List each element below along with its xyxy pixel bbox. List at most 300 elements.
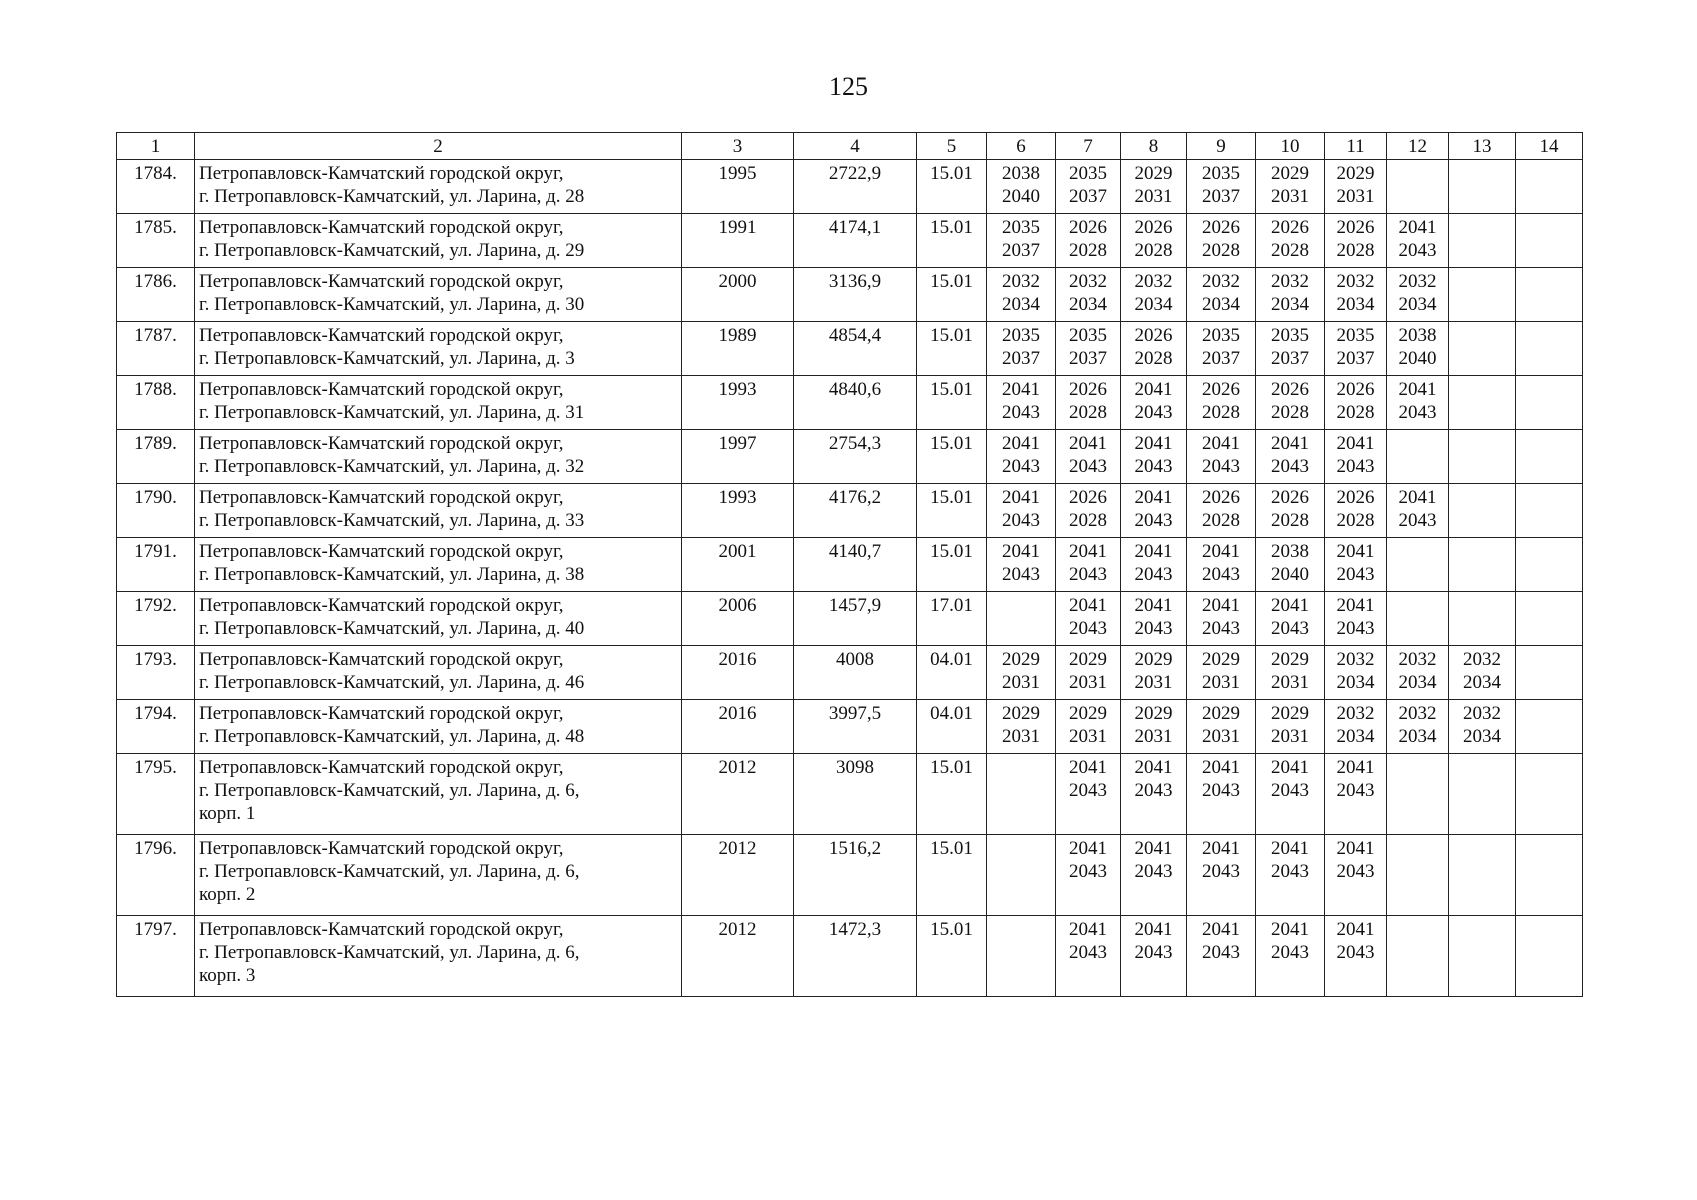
year-range-cell	[1187, 916, 1256, 997]
year-start: 2032	[1398, 271, 1437, 292]
row-number-cell: 1794.	[117, 700, 195, 754]
year-start: 2032	[1463, 703, 1501, 724]
year-end: 2031	[1134, 672, 1173, 693]
row-number-cell: 1789.	[117, 430, 195, 484]
year-end: 2028	[1069, 510, 1107, 531]
year-range-cell	[1121, 538, 1187, 592]
year-start: 2041	[1002, 433, 1040, 454]
year-range-cell	[1121, 214, 1187, 268]
year-built-cell: 1995	[682, 160, 794, 214]
year-range-cell	[1449, 160, 1516, 214]
year-range-cell	[1449, 538, 1516, 592]
year-range-cell	[987, 754, 1056, 835]
year-end: 2037	[1271, 348, 1309, 369]
address-line: г. Петропавловск-Камчатский, ул. Ларина, д. 6,	[199, 861, 580, 882]
year-end: 2037	[1202, 186, 1240, 207]
year-range-cell	[1187, 754, 1256, 835]
year-start: 2032	[1069, 271, 1107, 292]
address-line: г. Петропавловск-Камчатский, ул. Ларина, д. 6,	[199, 780, 580, 801]
year-start: 2041	[1002, 487, 1040, 508]
year-range-cell	[1325, 268, 1387, 322]
year-range-cell	[987, 376, 1056, 430]
year-end: 2034	[1202, 294, 1240, 315]
year-range-cell	[987, 646, 1056, 700]
year-end: 2043	[1202, 564, 1240, 585]
year-range-cell	[1387, 214, 1449, 268]
year-end: 2043	[1271, 780, 1309, 801]
year-start: 2041	[1202, 433, 1240, 454]
year-range-cell	[1056, 835, 1121, 916]
area-cell: 1516,2	[794, 835, 917, 916]
address-line: г. Петропавловск-Камчатский, ул. Ларина, д. 30	[199, 294, 585, 315]
year-start: 2026	[1069, 487, 1107, 508]
area-cell: 4174,1	[794, 214, 917, 268]
year-range-cell	[1121, 322, 1187, 376]
code-cell: 15.01	[917, 484, 987, 538]
year-end: 2043	[1336, 861, 1375, 882]
year-start: 2038	[1271, 541, 1309, 562]
year-built-cell: 1997	[682, 430, 794, 484]
year-built-cell: 2012	[682, 754, 794, 835]
address-cell	[195, 700, 682, 754]
year-end: 2037	[1069, 186, 1107, 207]
table-row	[117, 268, 1583, 322]
address-line: корп. 2	[199, 884, 256, 905]
year-built-cell: 1989	[682, 322, 794, 376]
year-start: 2035	[1002, 325, 1040, 346]
year-range-cell	[1256, 322, 1325, 376]
year-range-cell	[1056, 214, 1121, 268]
address-line: г. Петропавловск-Камчатский, ул. Ларина, д. 29	[199, 240, 585, 261]
year-range-cell	[1056, 754, 1121, 835]
year-range-cell	[1449, 835, 1516, 916]
year-start: 2041	[1134, 433, 1173, 454]
year-end: 2031	[1336, 186, 1375, 207]
year-range-cell	[1516, 484, 1583, 538]
year-end: 2043	[1002, 564, 1040, 585]
year-end: 2043	[1134, 456, 1173, 477]
year-range-cell	[1325, 430, 1387, 484]
column-header: 10	[1256, 133, 1325, 160]
year-range-cell	[1449, 592, 1516, 646]
year-start: 2029	[1069, 703, 1107, 724]
year-start: 2041	[1398, 217, 1437, 238]
year-end: 2043	[1398, 402, 1437, 423]
year-range-cell	[1256, 754, 1325, 835]
year-range-cell	[1325, 376, 1387, 430]
year-start: 2026	[1271, 217, 1309, 238]
year-range-cell	[1256, 430, 1325, 484]
year-range-cell	[1449, 430, 1516, 484]
column-header: 4	[794, 133, 917, 160]
year-end: 2043	[1202, 942, 1240, 963]
year-range-cell	[1187, 214, 1256, 268]
year-end: 2043	[1069, 618, 1107, 639]
table-row	[117, 754, 1583, 835]
year-end: 2040	[1271, 564, 1309, 585]
year-start: 2029	[1336, 163, 1375, 184]
year-end: 2028	[1069, 240, 1107, 261]
row-number-cell: 1784.	[117, 160, 195, 214]
year-start: 2041	[1336, 919, 1375, 940]
address-cell	[195, 754, 682, 835]
year-start: 2041	[1069, 919, 1107, 940]
year-end: 2043	[1336, 564, 1375, 585]
year-range-cell	[1325, 214, 1387, 268]
year-end: 2031	[1271, 726, 1309, 747]
address-cell	[195, 376, 682, 430]
year-end: 2037	[1336, 348, 1375, 369]
year-range-cell	[1187, 700, 1256, 754]
code-cell: 15.01	[917, 916, 987, 997]
year-range-cell	[1449, 268, 1516, 322]
year-range-cell	[1187, 322, 1256, 376]
address-cell	[195, 835, 682, 916]
year-range-cell	[1325, 700, 1387, 754]
row-number-cell: 1796.	[117, 835, 195, 916]
year-range-cell	[1449, 322, 1516, 376]
address-cell	[195, 646, 682, 700]
year-range-cell	[1516, 646, 1583, 700]
year-range-cell	[1056, 268, 1121, 322]
row-number-cell: 1795.	[117, 754, 195, 835]
table-row	[117, 484, 1583, 538]
area-cell: 4854,4	[794, 322, 917, 376]
year-range-cell	[1325, 322, 1387, 376]
year-start: 2041	[1134, 595, 1173, 616]
year-start: 2035	[1271, 325, 1309, 346]
address-line: г. Петропавловск-Камчатский, ул. Ларина, д. 38	[199, 564, 585, 585]
year-range-cell	[1056, 700, 1121, 754]
year-end: 2037	[1202, 348, 1240, 369]
year-end: 2043	[1271, 942, 1309, 963]
year-range-cell	[1187, 538, 1256, 592]
year-end: 2031	[1202, 672, 1240, 693]
year-range-cell	[1387, 376, 1449, 430]
year-range-cell	[1056, 322, 1121, 376]
year-range-cell	[1325, 538, 1387, 592]
row-number-cell: 1788.	[117, 376, 195, 430]
column-header: 12	[1387, 133, 1449, 160]
address-line: г. Петропавловск-Камчатский, ул. Ларина, д. 33	[199, 510, 585, 531]
address-cell	[195, 430, 682, 484]
year-end: 2034	[1002, 294, 1040, 315]
year-range-cell	[1121, 160, 1187, 214]
year-range-cell	[1516, 160, 1583, 214]
year-range-cell	[1516, 700, 1583, 754]
year-range-cell	[1187, 835, 1256, 916]
year-start: 2026	[1069, 217, 1107, 238]
year-end: 2043	[1134, 618, 1173, 639]
year-end: 2034	[1134, 294, 1173, 315]
year-range-cell	[1325, 484, 1387, 538]
year-start: 2026	[1202, 487, 1240, 508]
year-range-cell	[1449, 646, 1516, 700]
year-range-cell	[1449, 700, 1516, 754]
year-start: 2026	[1202, 379, 1240, 400]
address-line: Петропавловск-Камчатский городской округ,	[199, 595, 564, 616]
year-range-cell	[1256, 214, 1325, 268]
row-number-cell: 1791.	[117, 538, 195, 592]
year-start: 2041	[1202, 757, 1240, 778]
year-range-cell	[1516, 592, 1583, 646]
year-range-cell	[1256, 646, 1325, 700]
area-cell: 1457,9	[794, 592, 917, 646]
year-start: 2032	[1336, 703, 1375, 724]
year-end: 2028	[1271, 240, 1309, 261]
address-cell	[195, 484, 682, 538]
year-end: 2031	[1134, 186, 1173, 207]
address-line: г. Петропавловск-Камчатский, ул. Ларина, д. 40	[199, 618, 585, 639]
year-range-cell	[1449, 916, 1516, 997]
address-line: корп. 1	[199, 803, 256, 824]
year-start: 2038	[1002, 163, 1040, 184]
year-start: 2041	[1069, 433, 1107, 454]
year-start: 2029	[1202, 703, 1240, 724]
year-start: 2029	[1069, 649, 1107, 670]
year-range-cell	[1121, 700, 1187, 754]
year-start: 2026	[1336, 379, 1375, 400]
year-end: 2031	[1271, 672, 1309, 693]
year-end: 2037	[1002, 240, 1040, 261]
address-line: Петропавловск-Камчатский городской округ,	[199, 433, 564, 454]
year-end: 2043	[1069, 861, 1107, 882]
year-range-cell	[1256, 376, 1325, 430]
year-end: 2043	[1271, 456, 1309, 477]
address-line: Петропавловск-Камчатский городской округ,	[199, 217, 564, 238]
year-range-cell	[1056, 160, 1121, 214]
year-start: 2026	[1134, 217, 1173, 238]
year-end: 2043	[1336, 780, 1375, 801]
code-cell: 15.01	[917, 754, 987, 835]
year-range-cell	[1516, 754, 1583, 835]
address-cell	[195, 916, 682, 997]
year-end: 2028	[1336, 402, 1375, 423]
column-header: 13	[1449, 133, 1516, 160]
row-number-cell: 1785.	[117, 214, 195, 268]
year-start: 2041	[1134, 919, 1173, 940]
column-header: 14	[1516, 133, 1583, 160]
year-start: 2032	[1463, 649, 1501, 670]
year-end: 2043	[1134, 564, 1173, 585]
table-row	[117, 592, 1583, 646]
year-range-cell	[987, 835, 1056, 916]
year-start: 2041	[1336, 433, 1375, 454]
address-line: г. Петропавловск-Камчатский, ул. Ларина, д. 3	[199, 348, 575, 369]
year-built-cell: 2006	[682, 592, 794, 646]
code-cell: 04.01	[917, 700, 987, 754]
address-line: Петропавловск-Камчатский городской округ,	[199, 703, 564, 724]
address-line: Петропавловск-Камчатский городской округ,	[199, 271, 564, 292]
year-end: 2037	[1002, 348, 1040, 369]
year-range-cell	[1256, 484, 1325, 538]
year-range-cell	[1056, 484, 1121, 538]
code-cell: 15.01	[917, 538, 987, 592]
year-range-cell	[987, 538, 1056, 592]
year-range-cell	[1187, 430, 1256, 484]
year-range-cell	[987, 700, 1056, 754]
year-range-cell	[1387, 646, 1449, 700]
year-start: 2041	[1069, 757, 1107, 778]
year-range-cell	[1187, 484, 1256, 538]
year-range-cell	[1516, 376, 1583, 430]
year-range-cell	[1387, 268, 1449, 322]
year-range-cell	[1187, 592, 1256, 646]
year-range-cell	[1256, 916, 1325, 997]
year-end: 2028	[1069, 402, 1107, 423]
area-cell: 1472,3	[794, 916, 917, 997]
address-cell	[195, 592, 682, 646]
year-end: 2034	[1069, 294, 1107, 315]
year-start: 2026	[1271, 487, 1309, 508]
year-range-cell	[1325, 646, 1387, 700]
year-built-cell: 2016	[682, 700, 794, 754]
year-range-cell	[1387, 700, 1449, 754]
year-start: 2035	[1002, 217, 1040, 238]
year-end: 2043	[1002, 402, 1040, 423]
year-built-cell: 2012	[682, 916, 794, 997]
year-start: 2032	[1336, 271, 1375, 292]
year-start: 2041	[1336, 838, 1375, 859]
year-end: 2034	[1463, 726, 1501, 747]
year-end: 2031	[1002, 672, 1040, 693]
year-range-cell	[1516, 916, 1583, 997]
year-end: 2043	[1069, 780, 1107, 801]
year-start: 2026	[1336, 217, 1375, 238]
year-end: 2028	[1134, 240, 1173, 261]
address-cell	[195, 538, 682, 592]
year-range-cell	[1256, 592, 1325, 646]
code-cell: 04.01	[917, 646, 987, 700]
year-end: 2031	[1134, 726, 1173, 747]
year-range-cell	[1187, 646, 1256, 700]
address-cell	[195, 214, 682, 268]
column-header: 3	[682, 133, 794, 160]
address-line: Петропавловск-Камчатский городской округ,	[199, 541, 564, 562]
address-line: Петропавловск-Камчатский городской округ,	[199, 838, 564, 859]
year-end: 2034	[1463, 672, 1501, 693]
code-cell: 17.01	[917, 592, 987, 646]
year-range-cell	[1187, 268, 1256, 322]
year-range-cell	[1256, 538, 1325, 592]
year-range-cell	[1121, 484, 1187, 538]
year-end: 2040	[1002, 186, 1040, 207]
year-start: 2041	[1271, 595, 1309, 616]
year-start: 2041	[1002, 379, 1040, 400]
year-start: 2026	[1202, 217, 1240, 238]
year-end: 2043	[1002, 456, 1040, 477]
year-range-cell	[1325, 754, 1387, 835]
year-end: 2043	[1398, 240, 1437, 261]
year-built-cell: 1993	[682, 484, 794, 538]
area-cell: 4176,2	[794, 484, 917, 538]
year-end: 2034	[1336, 672, 1375, 693]
year-start: 2032	[1398, 649, 1437, 670]
year-end: 2028	[1202, 240, 1240, 261]
year-end: 2040	[1398, 348, 1437, 369]
year-range-cell	[1516, 268, 1583, 322]
year-start: 2041	[1202, 595, 1240, 616]
year-start: 2038	[1398, 325, 1437, 346]
year-range-cell	[1387, 835, 1449, 916]
header-row	[117, 133, 1583, 160]
table-row	[117, 430, 1583, 484]
year-start: 2041	[1336, 595, 1375, 616]
year-end: 2034	[1398, 726, 1437, 747]
year-range-cell	[987, 916, 1056, 997]
year-start: 2041	[1271, 838, 1309, 859]
area-cell: 4140,7	[794, 538, 917, 592]
year-range-cell	[1056, 916, 1121, 997]
area-cell: 2722,9	[794, 160, 917, 214]
table-row	[117, 160, 1583, 214]
year-range-cell	[987, 160, 1056, 214]
year-range-cell	[1387, 430, 1449, 484]
area-cell: 3136,9	[794, 268, 917, 322]
year-start: 2041	[1271, 433, 1309, 454]
code-cell: 15.01	[917, 322, 987, 376]
year-range-cell	[1056, 430, 1121, 484]
year-range-cell	[1121, 916, 1187, 997]
year-range-cell	[1121, 376, 1187, 430]
year-end: 2043	[1202, 861, 1240, 882]
year-start: 2029	[1002, 703, 1040, 724]
year-range-cell	[1516, 538, 1583, 592]
address-line: Петропавловск-Камчатский городской округ,	[199, 163, 564, 184]
year-end: 2031	[1069, 672, 1107, 693]
year-end: 2043	[1336, 456, 1375, 477]
year-start: 2041	[1069, 595, 1107, 616]
table-row	[117, 214, 1583, 268]
year-end: 2028	[1336, 240, 1375, 261]
year-start: 2041	[1398, 487, 1437, 508]
year-range-cell	[1387, 484, 1449, 538]
table-body	[117, 160, 1583, 997]
year-end: 2031	[1202, 726, 1240, 747]
year-built-cell: 2016	[682, 646, 794, 700]
year-range-cell	[1187, 376, 1256, 430]
address-line: г. Петропавловск-Камчатский, ул. Ларина, д. 32	[199, 456, 585, 477]
area-cell: 2754,3	[794, 430, 917, 484]
column-header: 5	[917, 133, 987, 160]
year-end: 2043	[1202, 618, 1240, 639]
year-range-cell	[1325, 592, 1387, 646]
year-end: 2037	[1069, 348, 1107, 369]
year-start: 2041	[1336, 757, 1375, 778]
year-range-cell	[1449, 376, 1516, 430]
year-start: 2041	[1398, 379, 1437, 400]
address-line: г. Петропавловск-Камчатский, ул. Ларина, д. 48	[199, 726, 585, 747]
column-header: 8	[1121, 133, 1187, 160]
year-range-cell	[1256, 700, 1325, 754]
year-end: 2031	[1002, 726, 1040, 747]
year-start: 2029	[1134, 703, 1173, 724]
year-end: 2043	[1069, 456, 1107, 477]
year-range-cell	[1121, 835, 1187, 916]
year-range-cell	[1325, 835, 1387, 916]
year-end: 2043	[1271, 618, 1309, 639]
year-start: 2041	[1069, 838, 1107, 859]
year-start: 2026	[1271, 379, 1309, 400]
table-row	[117, 700, 1583, 754]
year-start: 2029	[1202, 649, 1240, 670]
year-start: 2035	[1069, 325, 1107, 346]
year-end: 2043	[1336, 618, 1375, 639]
address-line: Петропавловск-Камчатский городской округ,	[199, 649, 564, 670]
row-number-cell: 1797.	[117, 916, 195, 997]
address-line: Петропавловск-Камчатский городской округ,	[199, 919, 564, 940]
year-start: 2041	[1134, 379, 1173, 400]
